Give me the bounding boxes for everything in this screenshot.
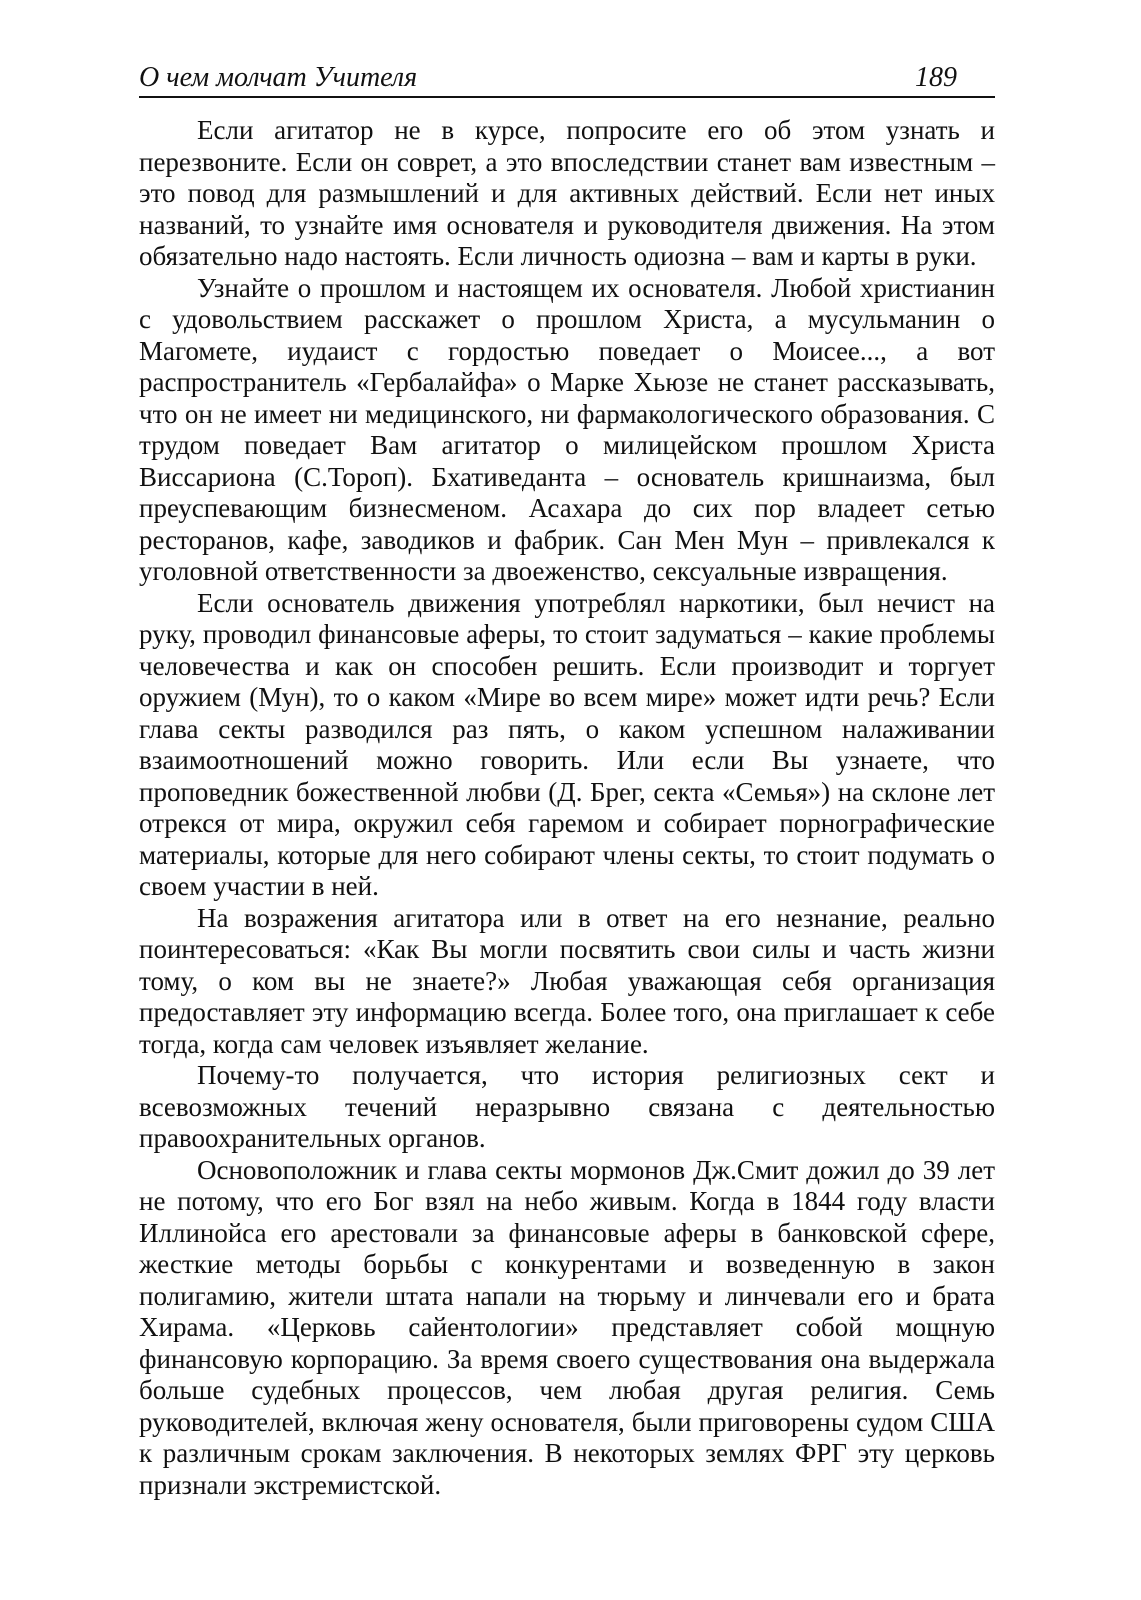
page-number: 189 xyxy=(915,62,957,93)
paragraph: На возражения агитатора или в ответ на его незнание, реально поинтересоваться: «Как Вы могли посвятить свои силы и часть жизни тому, о ком вы не знаете?» Любая уважающая себя организация предоставляет эту информацию всегда. Более того, она приглашает к себе тогда, когда сам человек изъявляет желание. xyxy=(139,902,995,1059)
paragraph: Если агитатор не в курсе, попросите его об этом узнать и перезвоните. Если он соврет, а это впоследствии станет вам известным – это повод для размышлений и для активных действий. Если нет иных названий, то узнайте имя основателя и руководителя движения. На этом обязательно надо настоять. Если личность одиозна – вам и карты в руки. xyxy=(139,115,995,271)
book-page xyxy=(139,58,995,1501)
paragraph: Узнайте о прошлом и настоящем их основателя. Любой христианин с удовольствием расскажет о прошлом Христа, а мусульманин о Магомете, иудаист с гордостью поведает о Моисее..., а вот распространитель «Гербалайфа» о Марке Хьюзе не станет рассказывать, что он не имеет ни медицинского, ни фармакологического образования. С трудом поведает Вам агитатор о милицейском прошлом Христа Виссариона (С.Тороп). Бхативеданта – основатель кришнаизма, был преуспевающим бизнесменом. Асахара до сих пор владеет сетью ресторанов, кафе, заводиков и фабрик. Сан Мен Мун – привлекался к уголовной ответственности за двоеженство, сексуальные извращения. xyxy=(139,272,995,586)
running-head-title: О чем молчат Учителя xyxy=(139,62,418,93)
running-head xyxy=(139,58,995,98)
paragraph: Почему-то получается, что история религиозных сект и всевозможных течений неразрывно связана с деятельностью правоохранительных органов. xyxy=(139,1060,995,1153)
body-text xyxy=(139,115,995,1501)
paragraph: Если основатель движения употреблял наркотики, был нечист на руку, проводил финансовые аферы, то стоит задуматься – какие проблемы человечества и как он способен решить. Если производит и торгует оружием (Мун), то о каком «Мире во всем мире» может идти речь? Если глава секты разводился раз пять, о каком успешном налаживании взаимоотношений можно говорить. Или если Вы узнаете, что проповедник божественной любви (Д. Брег, секта «Семья») на склоне лет отрекся от мира, окружил себя гаремом и собирает порнографические материалы, которые для него собирают члены секты, то стоит подумать о своем участии в ней. xyxy=(139,587,995,901)
paragraph: Основоположник и глава секты мормонов Дж.Смит дожил до 39 лет не потому, что его Бог взял на небо живым. Когда в 1844 году власти Иллинойса его арестовали за финансовые аферы в банковской сфере, жесткие методы борьбы с конкурентами и возведенную в закон полигамию, жители штата напали на тюрьму и линчевали его и брата Хирама. «Церковь сайентологии» представляет собой мощную финансовую корпорацию. За время своего существования она выдержала больше судебных процессов, чем любая другая религия. Семь руководителей, включая жену основателя, были приговорены судом США к различным срокам заключения. В некоторых землях ФРГ эту церковь признали экстремистской. xyxy=(139,1154,995,1500)
